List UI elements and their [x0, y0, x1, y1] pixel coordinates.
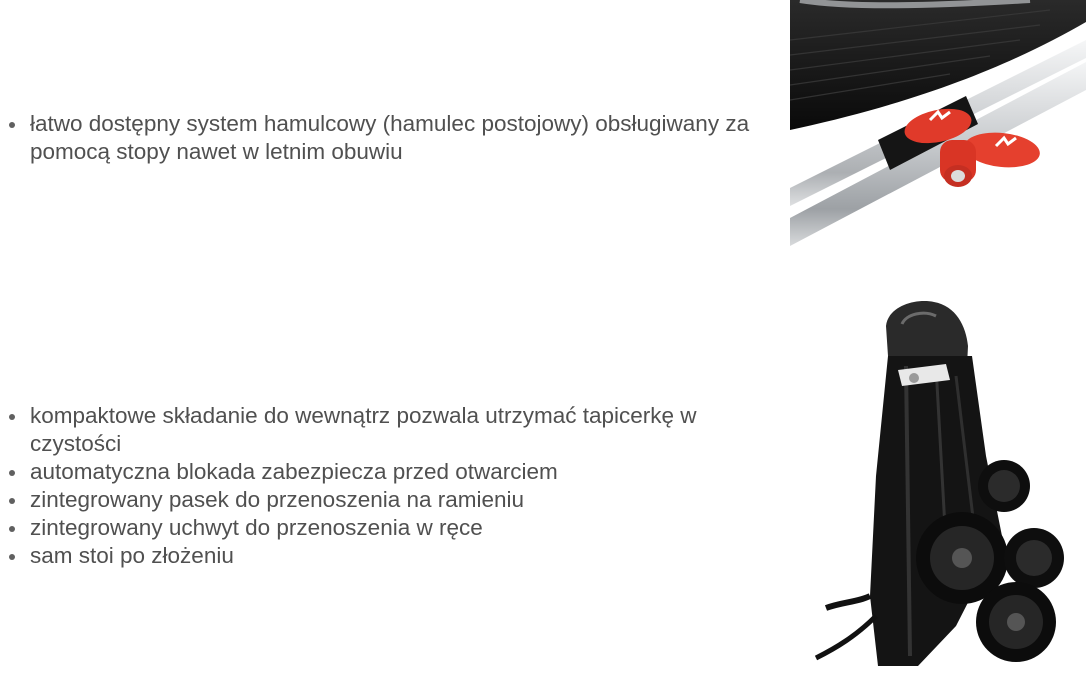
folded-stroller-illustration — [806, 296, 1086, 676]
list-item-text: zintegrowany pasek do przenoszenia na ramieniu — [30, 487, 525, 512]
parking-brake-illustration — [790, 0, 1086, 263]
list-item-text: automatyczna blokada zabezpiecza przed otwarciem — [30, 459, 558, 484]
bullet-icon — [9, 414, 15, 420]
parking-brake-photo — [790, 0, 1086, 263]
bullet-icon — [9, 554, 15, 560]
list-item — [8, 514, 780, 542]
list-item — [8, 402, 780, 458]
bullet-icon — [9, 470, 15, 476]
bullet-icon — [9, 526, 15, 532]
bullet-icon — [9, 122, 15, 128]
list-item-text: łatwo dostępny system hamulcowy (hamulec postojowy) obsługiwany za pomocą stopy nawet w letnim obuwiu — [30, 111, 750, 164]
list-item-text: kompaktowe składanie do wewnątrz pozwala utrzymać tapicerkę w czystości — [30, 403, 697, 456]
brake-feature-list — [8, 110, 780, 166]
bullet-icon — [9, 498, 15, 504]
list-item-text: zintegrowany uchwyt do przenoszenia w ręce — [30, 515, 483, 540]
list-item — [8, 486, 780, 514]
fold-feature-list — [8, 402, 780, 570]
list-item — [8, 542, 780, 570]
folded-stroller-photo — [806, 296, 1086, 676]
list-item-text: sam stoi po złożeniu — [30, 543, 234, 568]
list-item — [8, 110, 780, 166]
list-item — [8, 458, 780, 486]
